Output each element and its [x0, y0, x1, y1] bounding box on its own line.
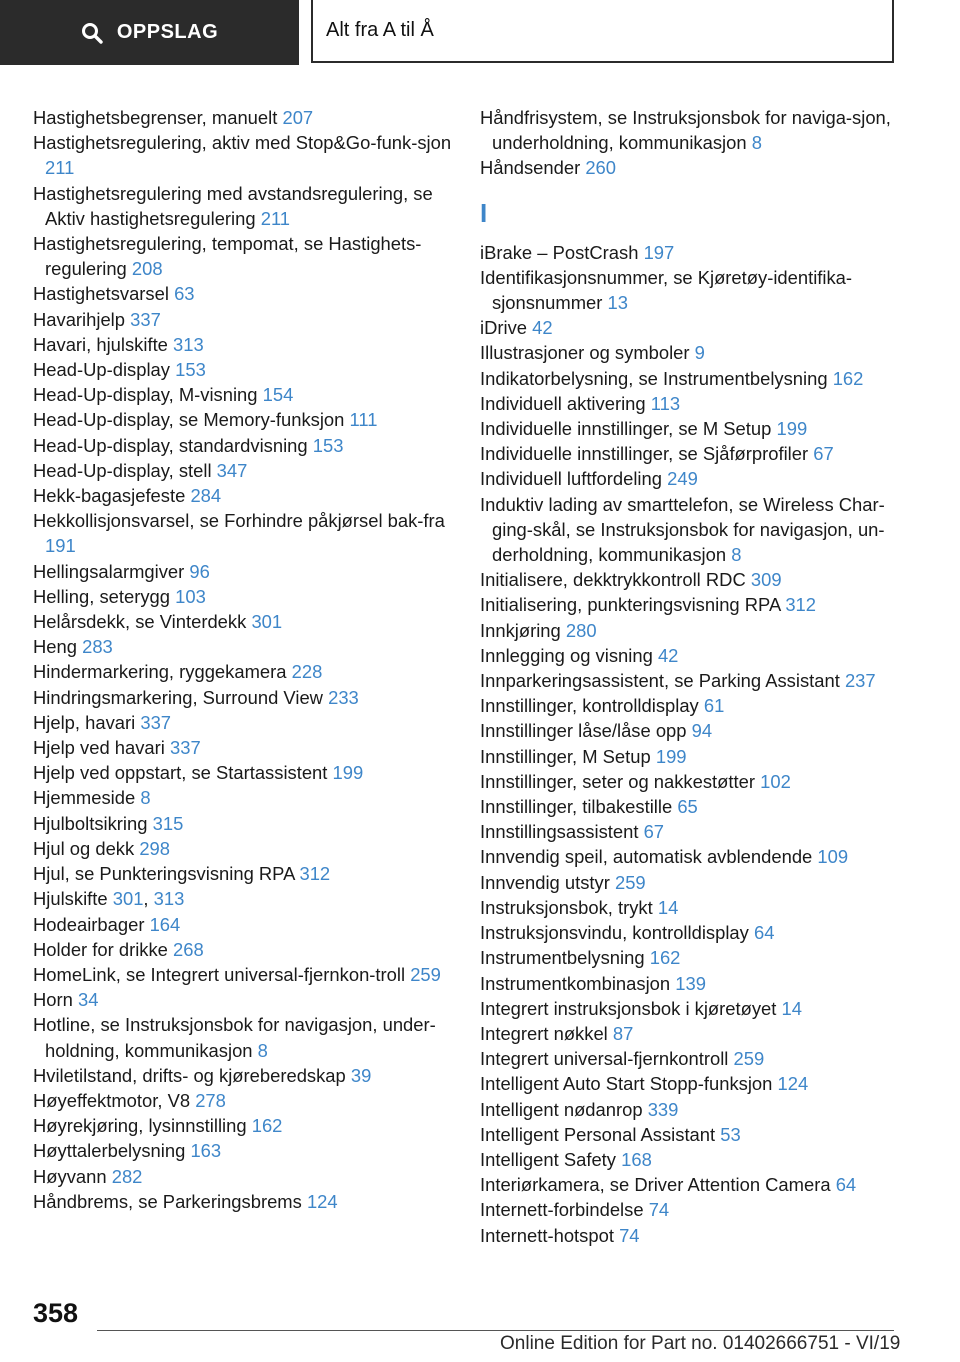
index-entry-text: Instruksjonsvindu, kontrolldisplay	[480, 922, 749, 944]
index-entry-text: Hjulskifte	[33, 888, 108, 910]
index-entry-text: Hastighetsregulering, tempomat, se Hastighets-regulering	[33, 233, 422, 280]
index-entry-text: Innvendig speil, automatisk avblendende	[480, 846, 813, 868]
index-entry	[33, 584, 473, 609]
page-link[interactable]: 124	[777, 1073, 809, 1095]
page-link[interactable]: 39	[350, 1064, 372, 1086]
page-link[interactable]: 53	[720, 1123, 741, 1145]
index-entry-text: Innstillingsassistent	[480, 821, 639, 843]
index-entry	[480, 567, 910, 592]
page-link[interactable]: 63	[174, 283, 195, 305]
index-entry	[480, 1046, 910, 1071]
index-entry	[480, 693, 910, 718]
section-tab-oppslag[interactable]	[0, 0, 299, 65]
index-entry-text: Head-Up-display, standardvisning	[33, 434, 308, 456]
index-entry-text: Intelligent Safety	[480, 1148, 616, 1170]
index-entry	[480, 466, 910, 491]
page-link[interactable]: 168	[621, 1148, 652, 1170]
index-entry-text: Heng	[33, 636, 77, 658]
index-entry	[480, 1071, 910, 1096]
page-link[interactable]: 260	[585, 157, 617, 179]
index-entry-text: Høyttalerbelysning	[33, 1140, 186, 1162]
index-entry	[480, 391, 910, 416]
page-link[interactable]: 65	[677, 796, 698, 818]
index-entry	[480, 340, 910, 365]
index-entry	[480, 592, 910, 617]
page-link[interactable]: 298	[139, 837, 171, 859]
page-link[interactable]: 312	[299, 863, 331, 885]
page-link[interactable]: 284	[190, 485, 222, 507]
index-entry-text: Hjelp ved oppstart, se Startassistent	[33, 762, 328, 784]
page-title: Alt fra A til Å	[326, 19, 434, 41]
page-link[interactable]: 337	[140, 711, 172, 733]
index-entry	[480, 1223, 910, 1248]
page-link[interactable]: 283	[82, 636, 113, 658]
page-link[interactable]: 313	[153, 888, 185, 910]
index-entry-text: Hastighetsbegrenser, manuelt	[33, 107, 278, 128]
index-entry-text: Holder for drikke	[33, 938, 168, 960]
page-link[interactable]: 259	[614, 871, 646, 893]
index-entry-text: Internett-hotspot	[480, 1224, 614, 1246]
page-link[interactable]: 8	[140, 787, 151, 809]
index-entry	[33, 483, 473, 508]
page-link[interactable]: 191	[45, 535, 76, 557]
page-link[interactable]: 14	[781, 997, 802, 1019]
index-entry: Hjulskifte 301, 313	[33, 888, 185, 910]
page-link[interactable]: 337	[130, 308, 161, 330]
index-entry	[33, 1012, 473, 1062]
index-entry	[480, 1172, 910, 1197]
page-link[interactable]: 207	[282, 107, 314, 128]
index-entry	[480, 920, 910, 945]
footer-edition: Online Edition for Part no. 01402666751 - VI/19	[500, 1333, 901, 1354]
page-link[interactable]: 162	[649, 947, 681, 969]
index-entry	[33, 559, 473, 584]
page-link[interactable]: 211	[260, 207, 291, 229]
index-entry-text: Identifikasjonsnummer, se Kjøretøy-identifika-sjonsnummer	[480, 266, 853, 314]
index-entry-text: Håndfrisystem, se Instruksjonsbok for naviga-sjon, underholdning, kommunikasjon	[480, 107, 891, 154]
index-entry	[33, 1113, 473, 1138]
index-entry-text: Høyeffektmotor, V8	[33, 1089, 191, 1111]
page-link[interactable]: 208	[131, 258, 163, 280]
index-entry	[480, 718, 910, 743]
page-link[interactable]: 124	[306, 1190, 338, 1212]
page-link[interactable]: 102	[760, 770, 791, 792]
page-link[interactable]: 8	[257, 1039, 268, 1061]
page-link[interactable]: 313	[173, 333, 204, 355]
index-entry-text: Helling, seterygg	[33, 585, 170, 607]
index-entry-text: Induktiv lading av smarttelefon, se Wireless Char-ging-skål, se Instruksjonsbok for navigasjon, un-derholdning, kommunikasjon	[480, 493, 885, 566]
index-entry-text: Hindermarkering, ryggekamera	[33, 661, 287, 683]
index-entry	[480, 643, 910, 668]
index-entry	[33, 382, 473, 407]
index-entry	[480, 416, 910, 441]
page-link[interactable]: 8	[731, 544, 742, 566]
index-entry	[33, 433, 473, 458]
index-entry-text: Hjul og dekk	[33, 837, 135, 859]
index-entry	[480, 1122, 910, 1147]
index-entry-text: Innstillinger, kontrolldisplay	[480, 695, 699, 717]
page-link[interactable]: 111	[349, 409, 378, 431]
page-link[interactable]: 74	[648, 1199, 670, 1221]
index-column-left	[33, 105, 473, 1214]
index-entry	[33, 1063, 473, 1088]
page-link[interactable]: 163	[190, 1140, 222, 1162]
page-link[interactable]: 199	[332, 762, 364, 784]
index-entry-text: Head-Up-display, se Memory-funksjon	[33, 409, 345, 431]
page-number: 358	[33, 1298, 79, 1328]
page-link[interactable]: 13	[607, 292, 628, 314]
index-entry-text: Høyrekjøring, lysinnstilling	[33, 1115, 247, 1137]
index-entry	[33, 634, 473, 659]
index-entry	[33, 231, 473, 281]
page-link[interactable]: 94	[691, 720, 713, 742]
page-link[interactable]: 61	[703, 695, 725, 717]
index-entry-text: Hjemmeside	[33, 787, 136, 809]
search-icon	[81, 22, 103, 44]
index-entry	[33, 357, 473, 382]
page-link[interactable]: 113	[650, 392, 681, 414]
index-entry	[33, 962, 473, 987]
index-entry	[33, 105, 473, 130]
index-entry	[33, 307, 473, 332]
index-entry-text: Hotline, se Instruksjonsbok for navigasjon, under-holdning, kommunikasjon	[33, 1014, 436, 1061]
page-link[interactable]: 162	[832, 367, 864, 389]
index-entry-text: Instrumentkombinasjon	[480, 972, 671, 994]
index-entry-text: Hastighetsvarsel	[33, 283, 169, 305]
index-entry-text: Innstillinger, M Setup	[480, 745, 651, 767]
index-entry-text: Innstillinger, seter og nakkestøtter	[480, 770, 755, 792]
index-entry	[480, 492, 910, 568]
index-entry-text: Innstillinger låse/låse opp	[480, 720, 687, 742]
page-link[interactable]: 42	[657, 644, 679, 666]
page-link[interactable]: 109	[817, 846, 849, 868]
index-entry-text: Intelligent nødanrop	[480, 1098, 643, 1120]
index-entry	[33, 407, 473, 432]
index-entry	[480, 870, 910, 895]
page-link[interactable]: 64	[835, 1174, 857, 1196]
index-entry	[480, 618, 910, 643]
page-link[interactable]: 64	[753, 922, 775, 944]
page-link[interactable]: 282	[111, 1165, 143, 1187]
index-entry-text: Hjelp, havari	[33, 711, 136, 733]
page-link[interactable]: 199	[655, 745, 687, 767]
index-entry-text: Hjul, se Punkteringsvisning RPA	[33, 863, 295, 885]
index-entry	[33, 735, 473, 760]
index-entry-text: Hastighetsregulering, aktiv med Stop&Go-funk-sjon	[33, 132, 452, 154]
page-link[interactable]: 87	[612, 1022, 634, 1044]
page-header	[0, 0, 960, 66]
page-link[interactable]: 153	[312, 434, 344, 456]
page-link[interactable]: 162	[251, 1115, 283, 1137]
page-link[interactable]: 139	[675, 972, 706, 994]
index-entry-text: Intelligent Auto Start Stopp-funksjon	[480, 1073, 773, 1095]
index-entry	[33, 685, 473, 710]
index-entry-text: Integrert universal-fjernkontroll	[480, 1048, 729, 1070]
index-entry-text: Individuelle innstillinger, se Sjåførprofiler	[480, 443, 809, 465]
index-entry-text: Havari, hjulskifte	[33, 333, 168, 355]
page-link[interactable]: 197	[643, 241, 675, 263]
page-link[interactable]: 259	[733, 1048, 765, 1070]
index-entry	[33, 659, 473, 684]
index-entry	[33, 1088, 473, 1113]
index-entry	[33, 861, 473, 886]
index-entry-text: Intelligent Personal Assistant	[480, 1123, 716, 1145]
page-link[interactable]: 153	[175, 359, 206, 381]
index-entry	[33, 281, 473, 306]
index-entry	[33, 181, 473, 231]
index-entry	[480, 315, 910, 340]
page-link[interactable]: 164	[149, 913, 181, 935]
index-entry-text: Integrert nøkkel	[480, 1022, 608, 1044]
index-entry-text: Høyvann	[33, 1165, 107, 1187]
index-entry	[480, 895, 910, 920]
index-entry	[33, 987, 473, 1012]
index-entry	[480, 1097, 910, 1122]
index-entry	[33, 710, 473, 735]
index-entry	[33, 332, 473, 357]
page-link[interactable]: 211	[45, 157, 75, 179]
index-entry-text: Innstillinger, tilbakestille	[480, 796, 673, 818]
page-link[interactable]: 233	[328, 686, 359, 708]
page-link[interactable]: 237	[844, 670, 876, 692]
index-entry	[480, 240, 910, 265]
index-entry	[33, 1164, 473, 1189]
index-entry	[33, 1138, 473, 1163]
page-link[interactable]: 67	[643, 821, 665, 843]
index-entry-text: Innkjøring	[480, 619, 561, 641]
page-link[interactable]: 228	[291, 661, 323, 683]
index-entry-text: Initialisere, dekktrykkontroll RDC	[480, 569, 746, 591]
index-entry-text: Horn	[33, 989, 73, 1011]
index-entry-text: iBrake – PostCrash	[480, 241, 639, 263]
index-entry-text: Hindringsmarkering, Surround View	[33, 686, 323, 708]
index-entry-text: Hekk-bagasjefeste	[33, 485, 186, 507]
index-entry-text: Indikatorbelysning, se Instrumentbelysning	[480, 367, 828, 389]
index-entry-text: HomeLink, se Integrert universal-fjernkon-troll	[33, 963, 406, 985]
index-entry-text: Hjulboltsikring	[33, 812, 148, 834]
index-entry	[33, 130, 473, 180]
index-entry-text: Havarihjelp	[33, 308, 125, 330]
index-entry	[480, 971, 910, 996]
index-entries-h-continued	[480, 105, 910, 181]
page-link[interactable]: 339	[647, 1098, 679, 1120]
index-entry	[480, 794, 910, 819]
page-link[interactable]: 301	[112, 888, 144, 910]
page-link[interactable]: 337	[170, 737, 201, 759]
index-column-right	[480, 105, 910, 1248]
index-entry	[33, 1189, 473, 1214]
index-entry-text: Hviletilstand, drifts- og kjøreberedskap	[33, 1064, 346, 1086]
index-entry	[33, 508, 473, 558]
page-link[interactable]: 9	[694, 342, 705, 364]
page-link[interactable]: 199	[776, 418, 808, 440]
index-entry-text: Hjelp ved havari	[33, 737, 165, 759]
page-link[interactable]: 42	[532, 317, 553, 339]
page-link[interactable]: 259	[410, 963, 441, 985]
page-link[interactable]: 347	[216, 459, 248, 481]
page-link[interactable]: 103	[175, 585, 206, 607]
index-entry	[480, 744, 910, 769]
index-entry	[33, 458, 473, 483]
index-entry-text: Hodeairbager	[33, 913, 145, 935]
index-entry-text: Head-Up-display, M-visning	[33, 384, 258, 406]
page-link[interactable]: 34	[78, 989, 99, 1011]
index-entry-text: Innparkeringsassistent, se Parking Assistant	[480, 670, 840, 692]
index-entry-text: Head-Up-display, stell	[33, 459, 212, 481]
index-entry-text: Håndbrems, se Parkeringsbrems	[33, 1190, 302, 1212]
index-entry-text: Individuell luftfordeling	[480, 468, 662, 490]
index-entry-text: Illustrasjoner og symboler	[480, 342, 690, 364]
index-entry-text: Hastighetsregulering med avstandsregulering, se Aktiv hastighetsregulering	[33, 182, 433, 229]
title-tab	[311, 0, 894, 63]
index-entry	[480, 1147, 910, 1172]
index-entry	[480, 105, 910, 155]
index-entry	[480, 1197, 910, 1222]
page-link[interactable]: 14	[657, 896, 679, 918]
footer-divider	[97, 1330, 894, 1331]
index-entry	[33, 912, 473, 937]
page-link[interactable]: 154	[262, 384, 294, 406]
page-link[interactable]: 301	[251, 611, 283, 633]
page-link[interactable]: 96	[189, 560, 210, 582]
section-label: OPPSLAG	[116, 21, 219, 43]
section-letter: I	[480, 197, 488, 228]
index-entry-text: Hellingsalarmgiver	[33, 560, 185, 582]
index-entry	[33, 937, 473, 962]
index-entry	[480, 265, 910, 315]
index-entry-text: Initialisering, punkteringsvisning RPA	[480, 594, 781, 616]
page-link[interactable]: 67	[813, 443, 834, 465]
index-entry	[480, 668, 910, 693]
index-entry-text: Innvendig utstyr	[480, 871, 610, 893]
index-entry-text: iDrive	[480, 317, 528, 339]
index-entry	[480, 155, 910, 180]
index-entry	[33, 811, 473, 836]
index-entry	[480, 769, 910, 794]
index-entry-text: Individuelle innstillinger, se M Setup	[480, 418, 772, 440]
index-entry-text: Individuell aktivering	[480, 392, 646, 414]
index-entry	[480, 1021, 910, 1046]
index-entry-text: Innlegging og visning	[480, 644, 653, 666]
index-entry-text: Head-Up-display	[33, 359, 170, 381]
page-link[interactable]: 312	[785, 594, 817, 616]
index-entry-text: Interiørkamera, se Driver Attention Camera	[480, 1174, 831, 1196]
page-link[interactable]: 74	[619, 1224, 640, 1246]
page-link[interactable]: 249	[667, 468, 698, 490]
index-entry-text: Håndsender	[480, 157, 581, 179]
index-entry-text: Internett-forbindelse	[480, 1199, 644, 1221]
index-entry	[33, 760, 473, 785]
index-entry-text: Instruksjonsbok, trykt	[480, 896, 653, 918]
index-entry	[33, 785, 473, 810]
page-link[interactable]: 315	[152, 812, 184, 834]
index-entry	[480, 996, 910, 1021]
index-entry-text: Hekkollisjonsvarsel, se Forhindre påkjørsel bak-fra	[33, 510, 445, 532]
index-entry	[480, 945, 910, 970]
page-link[interactable]: 280	[565, 619, 597, 641]
index-entry	[480, 366, 910, 391]
index-entries-i	[480, 240, 910, 1248]
page-link[interactable]: 309	[750, 569, 782, 591]
index-entry	[480, 441, 910, 466]
page-link[interactable]: 278	[195, 1089, 226, 1111]
index-entry	[480, 819, 910, 844]
index-entry	[33, 836, 473, 861]
index-entry	[33, 609, 473, 634]
index-entry-text: Integrert instruksjonsbok i kjøretøyet	[480, 997, 777, 1019]
index-entry-text: Helårsdekk, se Vinterdekk	[33, 611, 247, 633]
index-entry-text: Instrumentbelysning	[480, 947, 645, 969]
page-link[interactable]: 8	[751, 132, 762, 154]
index-entry	[480, 844, 910, 869]
page-link[interactable]: 268	[173, 938, 204, 960]
